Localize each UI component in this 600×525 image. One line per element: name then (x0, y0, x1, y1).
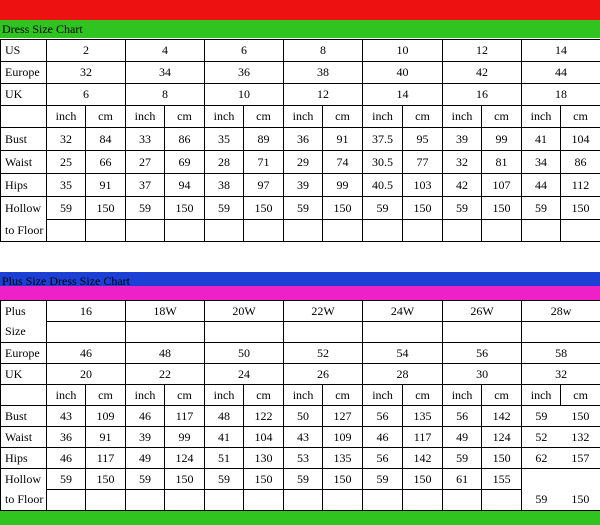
unit-cell: inch (284, 385, 323, 406)
cell: 35 (205, 128, 244, 151)
cell: 150 (244, 197, 284, 220)
cell: 22W (284, 301, 363, 322)
cell: 95 (403, 128, 443, 151)
unit-cell: inch (126, 385, 165, 406)
cell: 155 (482, 469, 522, 490)
row-label: US (1, 40, 47, 62)
cell: 8 (126, 84, 205, 106)
cell: 54 (363, 343, 443, 364)
cell: 39 (284, 174, 323, 197)
row-label: Eurоpe (1, 343, 47, 364)
cell: 77 (403, 151, 443, 174)
cell: 74 (323, 151, 363, 174)
row-label: Plus (1, 301, 47, 322)
cell: 132 (561, 427, 600, 448)
unit-cell: cm (561, 385, 600, 406)
cell: 58 (522, 343, 600, 364)
cell: 20 (47, 364, 126, 385)
cell: 62 (522, 448, 561, 469)
unit-cell: inch (47, 385, 86, 406)
cell (244, 220, 284, 242)
unit-cell: inch (205, 385, 244, 406)
row-label-line2: to Floor (1, 220, 47, 242)
cell: 35 (47, 174, 86, 197)
cell: 157 (561, 448, 600, 469)
unit-cell: cm (165, 385, 205, 406)
cell: 104 (561, 128, 600, 151)
cell: 150 (323, 469, 363, 490)
cell: 86 (165, 128, 205, 151)
cell: 56 (363, 448, 403, 469)
cell (522, 469, 561, 490)
row-label: Bust (1, 128, 47, 151)
cell: 10 (205, 84, 284, 106)
table-row (1, 84, 600, 106)
cell: 61 (443, 469, 482, 490)
cell: 50 (205, 343, 284, 364)
cell (86, 220, 126, 242)
unit-cell: cm (482, 106, 522, 128)
cell: 25 (47, 151, 86, 174)
cell: 4 (126, 40, 205, 62)
cell: 97 (244, 174, 284, 197)
cell: 59 (522, 490, 561, 511)
cell: 103 (403, 174, 443, 197)
units-blank (1, 385, 47, 406)
table-row-continuation (1, 220, 600, 242)
cell: 117 (86, 448, 126, 469)
cell: 52 (522, 427, 561, 448)
table-row-continuation (1, 322, 600, 343)
cell: 117 (403, 427, 443, 448)
row-label: Hollow (1, 469, 47, 490)
cell: 46 (126, 406, 165, 427)
unit-cell: cm (323, 106, 363, 128)
cell: 89 (244, 128, 284, 151)
unit-cell: inch (363, 385, 403, 406)
decorative-magenta-bar (0, 286, 600, 300)
cell: 26W (443, 301, 522, 322)
cell: 36 (205, 62, 284, 84)
cell: 32 (47, 128, 86, 151)
cell: 38 (205, 174, 244, 197)
cell (522, 220, 561, 242)
cell (561, 220, 600, 242)
cell: 12 (284, 84, 363, 106)
cell (363, 220, 403, 242)
cell: 42 (443, 174, 482, 197)
cell: 91 (86, 174, 126, 197)
unit-cell: inch (363, 106, 403, 128)
unit-cell: cm (165, 106, 205, 128)
cell: 44 (522, 174, 561, 197)
cell (443, 220, 482, 242)
cell (284, 322, 363, 343)
cell (284, 490, 323, 511)
row-label: Eurоpe (1, 62, 47, 84)
cell: 59 (126, 197, 165, 220)
cell: 22 (126, 364, 205, 385)
cell: 27 (126, 151, 165, 174)
cell: 40 (363, 62, 443, 84)
unit-cell: cm (561, 106, 600, 128)
cell: 28 (205, 151, 244, 174)
cell: 99 (482, 128, 522, 151)
cell: 16 (47, 301, 126, 322)
cell: 59 (205, 469, 244, 490)
cell (482, 220, 522, 242)
cell: 84 (86, 128, 126, 151)
unit-cell: cm (323, 385, 363, 406)
cell: 20W (205, 301, 284, 322)
row-label-line2: to Floor (1, 490, 47, 511)
cell (403, 490, 443, 511)
table-row (1, 427, 600, 448)
cell: 39 (126, 427, 165, 448)
cell (165, 220, 205, 242)
cell: 51 (205, 448, 244, 469)
cell (165, 490, 205, 511)
cell: 69 (165, 151, 205, 174)
cell: 53 (284, 448, 323, 469)
cell: 14 (363, 84, 443, 106)
cell (284, 220, 323, 242)
cell: 37 (126, 174, 165, 197)
cell: 8 (284, 40, 363, 62)
unit-cell: cm (244, 106, 284, 128)
cell: 81 (482, 151, 522, 174)
cell: 130 (244, 448, 284, 469)
cell: 32 (443, 151, 482, 174)
cell: 91 (323, 128, 363, 151)
cell: 94 (165, 174, 205, 197)
cell: 46 (363, 427, 403, 448)
row-label-line2: Size (1, 322, 47, 343)
row-label: Bust (1, 406, 47, 427)
cell (323, 220, 363, 242)
unit-cell: inch (126, 106, 165, 128)
table-row (1, 197, 600, 220)
cell: 43 (284, 427, 323, 448)
cell: 18 (522, 84, 600, 106)
cell: 59 (47, 469, 86, 490)
cell: 43 (47, 406, 86, 427)
cell: 10 (363, 40, 443, 62)
row-label: Hollow (1, 197, 47, 220)
cell: 32 (47, 62, 126, 84)
cell: 56 (443, 406, 482, 427)
cell: 150 (323, 197, 363, 220)
unit-cell: cm (244, 385, 284, 406)
cell: 150 (403, 469, 443, 490)
cell: 26 (284, 364, 363, 385)
units-row (1, 106, 600, 128)
cell: 122 (244, 406, 284, 427)
row-label: Hips (1, 174, 47, 197)
row-label: Hips (1, 448, 47, 469)
units-blank (1, 106, 47, 128)
cell: 59 (284, 197, 323, 220)
cell: 32 (522, 364, 600, 385)
cell: 16 (443, 84, 522, 106)
cell: 46 (47, 448, 86, 469)
unit-cell: inch (284, 106, 323, 128)
cell: 135 (323, 448, 363, 469)
cell: 30 (443, 364, 522, 385)
cell: 135 (403, 406, 443, 427)
cell: 150 (165, 469, 205, 490)
cell (126, 220, 165, 242)
cell: 28 (363, 364, 443, 385)
cell: 91 (86, 427, 126, 448)
cell (443, 490, 482, 511)
cell (126, 322, 205, 343)
cell: 59 (522, 406, 561, 427)
table-row (1, 40, 600, 62)
cell: 142 (403, 448, 443, 469)
cell: 99 (323, 174, 363, 197)
plus-size-dress-table (0, 300, 600, 511)
cell (244, 490, 284, 511)
cell (47, 490, 86, 511)
cell: 59 (363, 469, 403, 490)
cell (205, 322, 284, 343)
unit-cell: inch (205, 106, 244, 128)
cell: 99 (165, 427, 205, 448)
cell: 12 (443, 40, 522, 62)
cell (363, 490, 403, 511)
cell: 42 (443, 62, 522, 84)
cell: 37.5 (363, 128, 403, 151)
cell: 44 (522, 62, 600, 84)
cell (443, 322, 522, 343)
cell: 18W (126, 301, 205, 322)
cell: 86 (561, 151, 600, 174)
cell: 38 (284, 62, 363, 84)
cell: 109 (323, 427, 363, 448)
cell: 150 (561, 197, 600, 220)
cell: 109 (86, 406, 126, 427)
cell (323, 490, 363, 511)
cell: 49 (443, 427, 482, 448)
cell: 150 (482, 197, 522, 220)
cell: 49 (126, 448, 165, 469)
units-row (1, 385, 600, 406)
unit-cell: cm (403, 106, 443, 128)
cell: 59 (443, 197, 482, 220)
cell: 14 (522, 40, 600, 62)
cell: 150 (165, 197, 205, 220)
cell: 150 (86, 469, 126, 490)
cell: 46 (47, 343, 126, 364)
cell: 39 (443, 128, 482, 151)
cell: 150 (86, 197, 126, 220)
row-label: UK (1, 364, 47, 385)
cell: 48 (205, 406, 244, 427)
cell: 127 (323, 406, 363, 427)
dress-size-table (0, 39, 600, 242)
table-row (1, 301, 600, 322)
cell (47, 322, 126, 343)
cell: 150 (561, 490, 600, 511)
cell: 24 (205, 364, 284, 385)
cell: 124 (165, 448, 205, 469)
cell: 117 (165, 406, 205, 427)
cell: 24W (363, 301, 443, 322)
cell: 30.5 (363, 151, 403, 174)
decorative-green-bar-bottom (0, 511, 600, 525)
cell (205, 490, 244, 511)
cell: 52 (284, 343, 363, 364)
table-row (1, 62, 600, 84)
table-row (1, 128, 600, 151)
cell: 59 (284, 469, 323, 490)
cell: 33 (126, 128, 165, 151)
unit-cell: inch (443, 106, 482, 128)
cell: 56 (443, 343, 522, 364)
unit-cell: inch (443, 385, 482, 406)
cell: 59 (443, 448, 482, 469)
decorative-green-bar-top (0, 20, 600, 38)
decorative-red-bar (0, 0, 600, 20)
cell: 59 (522, 197, 561, 220)
cell: 107 (482, 174, 522, 197)
cell: 56 (363, 406, 403, 427)
unit-cell: inch (522, 385, 561, 406)
cell: 48 (126, 343, 205, 364)
table-row (1, 174, 600, 197)
cell: 34 (126, 62, 205, 84)
cell: 36 (284, 128, 323, 151)
row-label: Waist (1, 427, 47, 448)
cell: 112 (561, 174, 600, 197)
table-row (1, 448, 600, 469)
cell: 29 (284, 151, 323, 174)
cell: 71 (244, 151, 284, 174)
table-row (1, 343, 600, 364)
cell (561, 469, 600, 490)
unit-cell: cm (482, 385, 522, 406)
unit-cell: cm (86, 106, 126, 128)
table-row (1, 406, 600, 427)
table-row-continuation (1, 490, 600, 511)
row-label: UK (1, 84, 47, 106)
cell: 59 (47, 197, 86, 220)
cell: 59 (126, 469, 165, 490)
cell (522, 322, 600, 343)
cell: 66 (86, 151, 126, 174)
cell: 150 (561, 406, 600, 427)
chart1-title: Dress Size Chart (2, 22, 83, 36)
cell: 124 (482, 427, 522, 448)
cell: 34 (522, 151, 561, 174)
cell: 41 (205, 427, 244, 448)
cell (86, 490, 126, 511)
row-label: Waist (1, 151, 47, 174)
unit-cell: inch (47, 106, 86, 128)
cell: 6 (205, 40, 284, 62)
cell: 150 (244, 469, 284, 490)
cell: 40.5 (363, 174, 403, 197)
cell (205, 220, 244, 242)
cell (126, 490, 165, 511)
chart2-title: Plus Size Dress Size Chart (2, 274, 130, 288)
cell: 142 (482, 406, 522, 427)
cell: 36 (47, 427, 86, 448)
cell: 6 (47, 84, 126, 106)
unit-cell: cm (86, 385, 126, 406)
unit-cell: inch (522, 106, 561, 128)
cell: 50 (284, 406, 323, 427)
cell: 59 (363, 197, 403, 220)
cell: 2 (47, 40, 126, 62)
cell: 104 (244, 427, 284, 448)
cell: 150 (403, 197, 443, 220)
cell (47, 220, 86, 242)
cell: 150 (482, 448, 522, 469)
cell (482, 490, 522, 511)
cell (403, 220, 443, 242)
unit-cell: cm (403, 385, 443, 406)
cell: 28w (522, 301, 600, 322)
cell: 41 (522, 128, 561, 151)
table-row (1, 151, 600, 174)
table-row (1, 364, 600, 385)
cell: 59 (205, 197, 244, 220)
table-row (1, 469, 600, 490)
cell (363, 322, 443, 343)
